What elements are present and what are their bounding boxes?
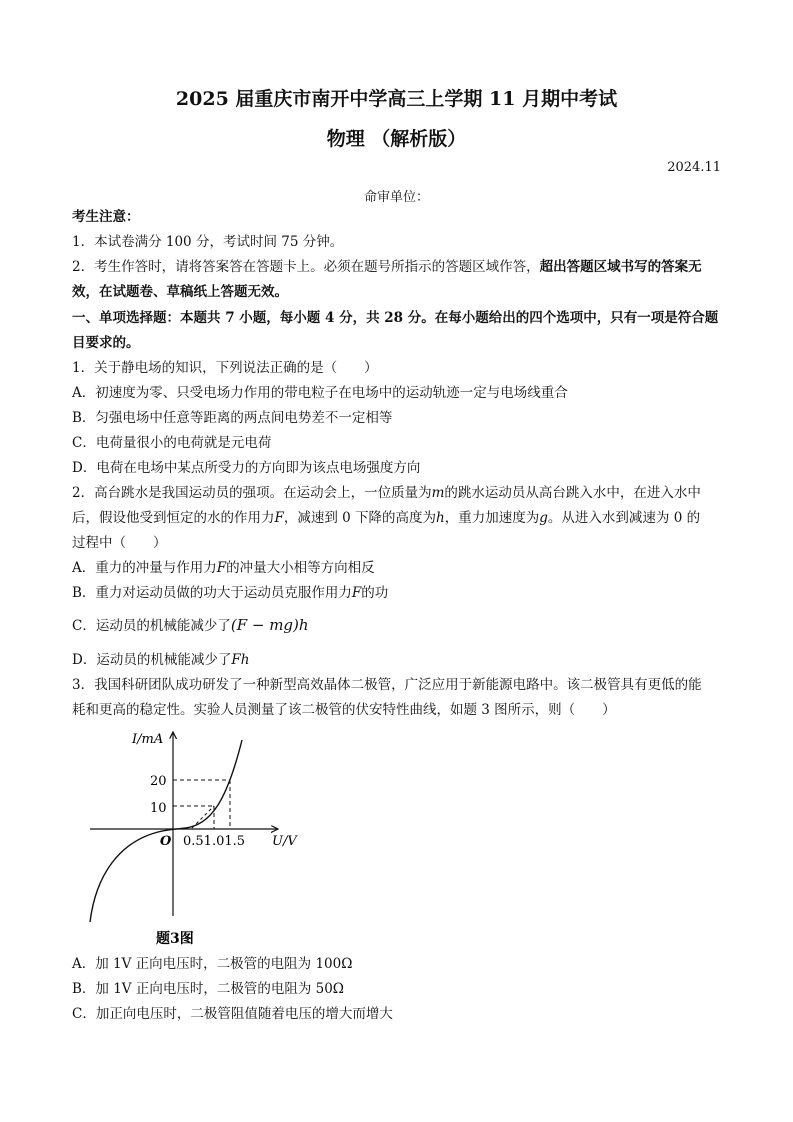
q2-text: ，重力加速度为 xyxy=(444,510,540,526)
x-tick-labels: 0.51.01.5 xyxy=(183,834,246,849)
q2-text: 的跳水运动员从高台跳入水中，在进入水中 xyxy=(444,485,701,501)
q3-option-c: C．加正向电压时，二极管阻值随着电压的增大而增大 xyxy=(72,1006,393,1022)
q2-stem-line3: 过程中（ ） xyxy=(72,535,167,551)
q2-option-a-text: 的冲量大小相等方向相反 xyxy=(226,560,375,576)
notice-heading: 考生注意： xyxy=(72,209,140,225)
exam-date: 2024.11 xyxy=(667,160,721,175)
exam-subtitle: 物理 （解析版） xyxy=(326,128,467,150)
q2-option-b xyxy=(72,584,726,602)
q2-option-d-text: D．运动员的机械能减少了 xyxy=(72,652,232,668)
q2-option-a xyxy=(72,559,726,577)
q2-option-c xyxy=(72,616,726,635)
q2-stem-line2 xyxy=(72,509,726,527)
iv-curve-figure xyxy=(80,724,320,950)
q2-text: ，减速到 0 下降的高度为 xyxy=(283,510,437,526)
origin-label: O xyxy=(160,834,172,849)
q1-option-d: D．电荷在电场中某点所受力的方向即为该点电场强度方向 xyxy=(72,460,421,476)
section-heading-cont: 目要求的。 xyxy=(72,335,140,351)
q3-stem-line2: 耗和更高的稳定性。实验人员测量了该二极管的伏安特性曲线，如题 3 图所示，则（ ） xyxy=(72,702,616,718)
q2-option-c-formula: (F − mg)h xyxy=(230,616,309,634)
notice-item-2 xyxy=(72,258,726,276)
q2-text: 。从进入水到减速为 0 的 xyxy=(547,510,701,526)
q2-var-g: g xyxy=(539,510,548,526)
q3-option-b: B．加 1V 正向电压时，二极管的电阻为 50Ω xyxy=(72,981,345,997)
q3-stem-line1: 3．我国科研团队成功研发了一种新型高效晶体二极管，广泛应用于新能源电路中。该二极管具有更低的能 xyxy=(72,677,702,693)
q1-option-b: B．匀强电场中任意等距离的两点间电势差不一定相等 xyxy=(72,410,393,426)
q1-option-c: C．电荷量很小的电荷就是元电荷 xyxy=(72,435,272,451)
section-heading: 一、单项选择题：本题共 7 小题，每小题 4 分，共 28 分。在每小题给出的四个选项中，只有一项是符合题 xyxy=(72,310,719,326)
q2-var-f: F xyxy=(216,560,227,576)
q2-text: 后，假设他受到恒定的水的作用力 xyxy=(72,510,275,526)
iv-curve xyxy=(90,740,242,922)
q2-option-d-formula: Fh xyxy=(231,652,250,668)
q2-text: 2．高台跳水是我国运动员的强项。在运动会上，一位质量为 xyxy=(72,485,432,501)
x-axis-label: U/V xyxy=(272,834,297,849)
q2-stem-line1 xyxy=(72,484,726,502)
q2-option-c-text: C．运动员的机械能减少了 xyxy=(72,618,231,634)
notice-item-2-cont: 效，在试题卷、草稿纸上答题无效。 xyxy=(72,284,288,300)
notice-item-1: 1．本试卷满分 100 分，考试时间 75 分钟。 xyxy=(72,234,344,250)
q2-option-a-text: A．重力的冲量与作用力 xyxy=(72,560,217,576)
q2-option-b-text: B．重力对运动员做的功大于运动员克服作用力 xyxy=(72,585,352,601)
q1-stem: 1．关于静电场的知识，下列说法正确的是（ ） xyxy=(72,360,378,376)
q2-var-f: F xyxy=(274,510,284,526)
q2-var-m: m xyxy=(431,485,445,501)
y-axis-label: I/mA xyxy=(132,732,164,747)
unit-label: 命审单位： xyxy=(363,190,429,205)
notice-item-2-emphasis: 超出答题区域书写的答案无 xyxy=(539,259,702,275)
y-tick-20: 20 xyxy=(150,774,167,789)
q2-var-h: h xyxy=(436,510,445,526)
notice-item-2-text: 2．考生作答时，请将答案答在答题卡上。必须在题号所指示的答题区域作答， xyxy=(72,259,540,275)
q2-var-f: F xyxy=(351,585,362,601)
q2-option-d xyxy=(72,651,726,669)
figure-caption: 题3图 xyxy=(156,931,194,947)
y-tick-10: 10 xyxy=(150,801,167,816)
q3-option-a: A．加 1V 正向电压时，二极管的电阻为 100Ω xyxy=(72,956,353,972)
q2-option-b-text: 的功 xyxy=(361,585,389,601)
q1-option-a: A．初速度为零、只受电场力作用的带电粒子在电场中的运动轨迹一定与电场线重合 xyxy=(72,385,568,401)
exam-title: 2025 届重庆市南开中学高三上学期 11 月期中考试 xyxy=(175,88,618,110)
